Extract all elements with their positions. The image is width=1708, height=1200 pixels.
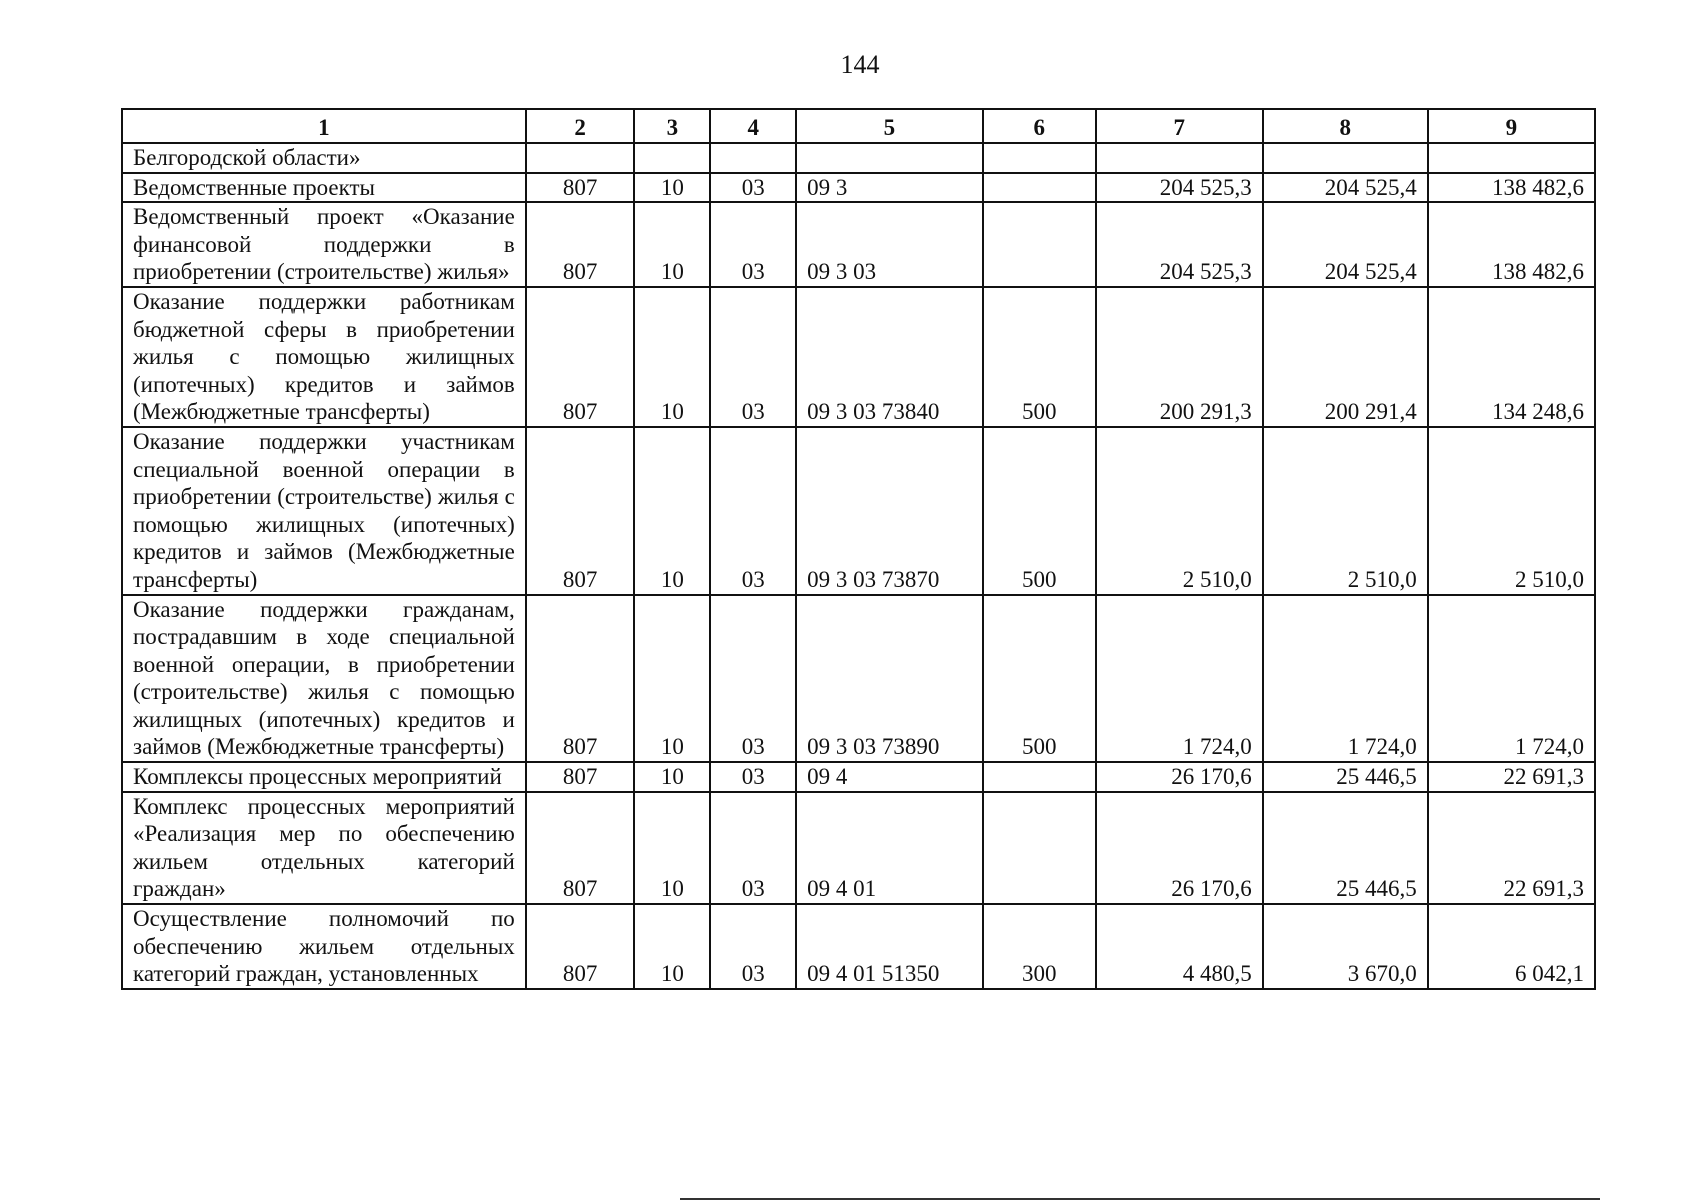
row-code-6-cell: 500 <box>983 427 1096 595</box>
col-header-4: 4 <box>710 109 796 143</box>
row-amount-7-cell: 4 480,5 <box>1096 904 1263 989</box>
row-code-4-cell: 03 <box>710 762 796 792</box>
row-code-6-cell: 500 <box>983 287 1096 427</box>
row-name-cell: Осуществление полномочий по обеспечению жильем отдельных категорий граждан, установленных <box>122 904 526 989</box>
row-amount-7-cell: 200 291,3 <box>1096 287 1263 427</box>
col-header-6: 6 <box>983 109 1096 143</box>
row-amount-8-cell: 3 670,0 <box>1263 904 1428 989</box>
row-code-4-cell: 03 <box>710 792 796 904</box>
table-row <box>122 173 1595 203</box>
row-amount-9-cell: 134 248,6 <box>1428 287 1595 427</box>
row-code-4-cell <box>710 143 796 173</box>
row-code-3-cell: 10 <box>634 427 710 595</box>
row-code-5-cell: 09 3 03 <box>796 202 983 287</box>
row-amount-9-cell: 2 510,0 <box>1428 427 1595 595</box>
row-amount-9-cell: 22 691,3 <box>1428 792 1595 904</box>
row-code-2-cell: 807 <box>526 904 635 989</box>
row-code-5-cell: 09 3 <box>796 173 983 203</box>
row-code-2-cell: 807 <box>526 427 635 595</box>
row-code-2-cell: 807 <box>526 595 635 763</box>
table-row <box>122 762 1595 792</box>
row-amount-9-cell: 138 482,6 <box>1428 202 1595 287</box>
row-name-cell: Комплексы процессных мероприятий <box>122 762 526 792</box>
row-amount-8-cell: 25 446,5 <box>1263 762 1428 792</box>
row-code-4-cell: 03 <box>710 287 796 427</box>
row-name-cell: Комплекс процессных мероприятий «Реализация мер по обеспечению жильем отдельных категорий граждан» <box>122 792 526 904</box>
row-name-cell: Ведомственные проекты <box>122 173 526 203</box>
row-amount-9-cell: 1 724,0 <box>1428 595 1595 763</box>
header-row <box>122 109 1595 143</box>
row-code-4-cell: 03 <box>710 595 796 763</box>
row-amount-7-cell: 26 170,6 <box>1096 762 1263 792</box>
row-code-5-cell: 09 3 03 73870 <box>796 427 983 595</box>
row-code-6-cell <box>983 762 1096 792</box>
row-amount-8-cell: 204 525,4 <box>1263 202 1428 287</box>
row-code-6-cell <box>983 143 1096 173</box>
row-code-5-cell: 09 4 <box>796 762 983 792</box>
row-amount-7-cell: 204 525,3 <box>1096 173 1263 203</box>
row-amount-9-cell: 22 691,3 <box>1428 762 1595 792</box>
row-amount-9-cell: 6 042,1 <box>1428 904 1595 989</box>
row-amount-8-cell <box>1263 143 1428 173</box>
row-code-3-cell <box>634 143 710 173</box>
row-amount-7-cell: 26 170,6 <box>1096 792 1263 904</box>
col-header-2: 2 <box>526 109 635 143</box>
row-amount-8-cell: 1 724,0 <box>1263 595 1428 763</box>
row-code-3-cell: 10 <box>634 173 710 203</box>
row-code-3-cell: 10 <box>634 762 710 792</box>
row-code-6-cell: 500 <box>983 595 1096 763</box>
table-row <box>122 202 1595 287</box>
row-amount-9-cell <box>1428 143 1595 173</box>
row-amount-8-cell: 2 510,0 <box>1263 427 1428 595</box>
row-code-6-cell <box>983 173 1096 203</box>
row-name-cell: Оказание поддержки гражданам, пострадавшим в ходе специальной военной операции, в приобретении (строительстве) жилья с помощью жилищных (ипотечных) кредитов и займов (Межбюджетные трансферты) <box>122 595 526 763</box>
row-code-4-cell: 03 <box>710 202 796 287</box>
row-name-cell: Оказание поддержки работникам бюджетной сферы в приобретении жилья с помощью жилищных (ипотечных) кредитов и займов (Межбюджетные трансферты) <box>122 287 526 427</box>
row-code-2-cell: 807 <box>526 173 635 203</box>
col-header-5: 5 <box>796 109 983 143</box>
row-code-6-cell <box>983 202 1096 287</box>
table-row <box>122 143 1595 173</box>
row-amount-8-cell: 25 446,5 <box>1263 792 1428 904</box>
row-code-6-cell: 300 <box>983 904 1096 989</box>
row-amount-8-cell: 200 291,4 <box>1263 287 1428 427</box>
table-row <box>122 287 1595 427</box>
table-row <box>122 904 1595 989</box>
budget-table <box>121 108 1596 990</box>
row-amount-7-cell: 1 724,0 <box>1096 595 1263 763</box>
row-code-3-cell: 10 <box>634 202 710 287</box>
col-header-8: 8 <box>1263 109 1428 143</box>
row-code-5-cell: 09 4 01 51350 <box>796 904 983 989</box>
col-header-1: 1 <box>122 109 526 143</box>
row-amount-7-cell: 204 525,3 <box>1096 202 1263 287</box>
row-code-4-cell: 03 <box>710 173 796 203</box>
row-name-cell: Ведомственный проект «Оказание финансовой поддержки в приобретении (строительстве) жилья» <box>122 202 526 287</box>
row-code-2-cell: 807 <box>526 202 635 287</box>
row-code-4-cell: 03 <box>710 427 796 595</box>
row-code-5-cell: 09 3 03 73890 <box>796 595 983 763</box>
row-code-3-cell: 10 <box>634 595 710 763</box>
row-code-2-cell: 807 <box>526 287 635 427</box>
row-code-3-cell: 10 <box>634 792 710 904</box>
row-amount-7-cell <box>1096 143 1263 173</box>
table-row <box>122 427 1595 595</box>
page-number: 144 <box>840 50 880 79</box>
table-row <box>122 595 1595 763</box>
col-header-7: 7 <box>1096 109 1263 143</box>
row-code-5-cell: 09 4 01 <box>796 792 983 904</box>
row-code-5-cell: 09 3 03 73840 <box>796 287 983 427</box>
row-amount-8-cell: 204 525,4 <box>1263 173 1428 203</box>
row-code-3-cell: 10 <box>634 287 710 427</box>
row-code-2-cell: 807 <box>526 792 635 904</box>
row-amount-9-cell: 138 482,6 <box>1428 173 1595 203</box>
col-header-9: 9 <box>1428 109 1595 143</box>
row-amount-7-cell: 2 510,0 <box>1096 427 1263 595</box>
row-name-cell: Оказание поддержки участникам специальной военной операции в приобретении (строительстве) жилья с помощью жилищных (ипотечных) кредитов и займов (Межбюджетные трансферты) <box>122 427 526 595</box>
row-code-4-cell: 03 <box>710 904 796 989</box>
table-row <box>122 792 1595 904</box>
row-code-3-cell: 10 <box>634 904 710 989</box>
row-name-cell: Белгородской области» <box>122 143 526 173</box>
row-code-2-cell <box>526 143 635 173</box>
row-code-6-cell <box>983 792 1096 904</box>
table-body <box>122 143 1595 989</box>
row-code-5-cell <box>796 143 983 173</box>
row-code-2-cell: 807 <box>526 762 635 792</box>
col-header-3: 3 <box>634 109 710 143</box>
